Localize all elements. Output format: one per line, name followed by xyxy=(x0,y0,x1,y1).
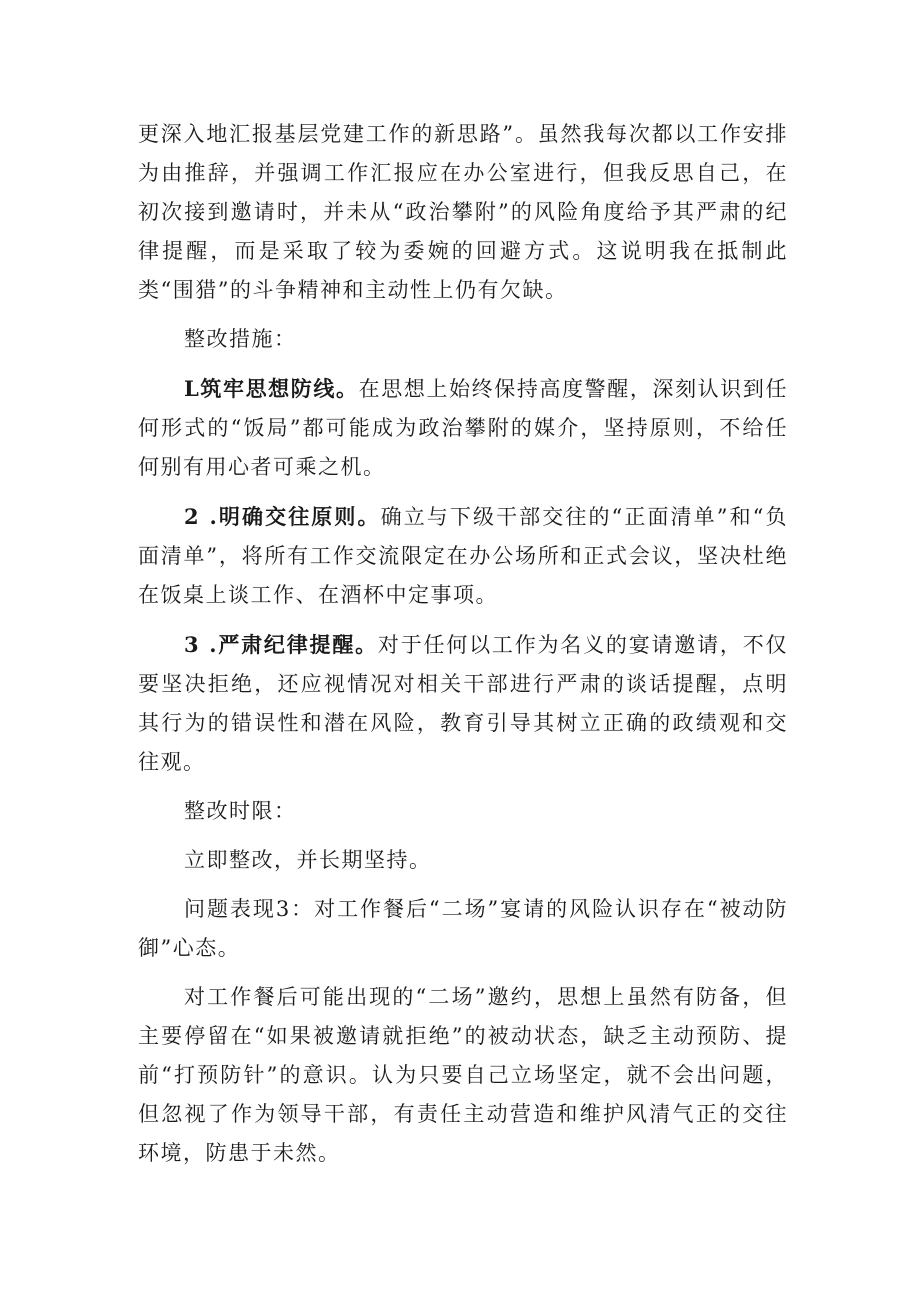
heading-rectification-deadline xyxy=(138,792,788,831)
paragraph-text: 在思想上始终保持高度警醒，深刻认识到任何形式的“饭局”都可能成为政治攀附的媒介，坚持原则，不给任何别有用心者可乘之机。 xyxy=(138,377,789,479)
problem-heading-3 xyxy=(138,890,788,968)
measure-lead: 3 .严肃纪律提醒。 xyxy=(184,632,378,657)
measure-item-2 xyxy=(138,497,788,615)
document-page xyxy=(138,115,788,1183)
measure-lead: L筑牢思想防线。 xyxy=(184,376,359,401)
paragraph-reflection-continued xyxy=(138,115,788,310)
paragraph-text: 确立与下级干部交往的“正面清单”和“负面清单”，将所有工作交流限定在办公场所和正式会议，坚决杜绝在饭桌上谈工作、在酒杯中定事项。 xyxy=(138,505,788,607)
measure-item-3 xyxy=(138,625,788,782)
deadline-text xyxy=(138,841,788,880)
paragraph-text: 整改措施： xyxy=(184,327,297,351)
paragraph-text: 对工作餐后可能出现的“二场”邀约，思想上虽然有防备，但主要停留在“如果被邀请就拒绝”的被动状态，缺乏主动预防、提前“打预防针”的意识。认为只要自己立场坚定，就不会出问题，但忽视了作为领导干部，有责任主动营造和维护风清气正的交往环境，防患于未然。 xyxy=(138,985,788,1165)
measure-lead: 2 .明确交往原则。 xyxy=(184,504,381,529)
problem-description-3 xyxy=(138,978,788,1173)
paragraph-text: 整改时限： xyxy=(184,799,297,823)
paragraph-text: 更深入地汇报基层党建工作的新思路”。虽然我每次都以工作安排为由推辞，并强调工作汇报应在办公室进行，但我反思自己，在初次接到邀请时，并未从“政治攀附”的风险角度给予其严肃的纪律提醒，而是采取了较为委婉的回避方式。这说明我在抵制此类“围猎”的斗争精神和主动性上仍有欠缺。 xyxy=(138,122,788,302)
paragraph-text: 问题表现3：对工作餐后“二场”宴请的风险认识存在“被动防御”心态。 xyxy=(138,897,788,960)
heading-rectification-measures xyxy=(138,320,788,359)
measure-item-1 xyxy=(138,369,788,487)
paragraph-text: 对于任何以工作为名义的宴请邀请，不仅要坚决拒绝，还应视情况对相关干部进行严肃的谈话提醒，点明其行为的错误性和潜在风险，教育引导其树立正确的政绩观和交往观。 xyxy=(138,633,788,774)
paragraph-text: 立即整改，并长期坚持。 xyxy=(184,848,432,872)
